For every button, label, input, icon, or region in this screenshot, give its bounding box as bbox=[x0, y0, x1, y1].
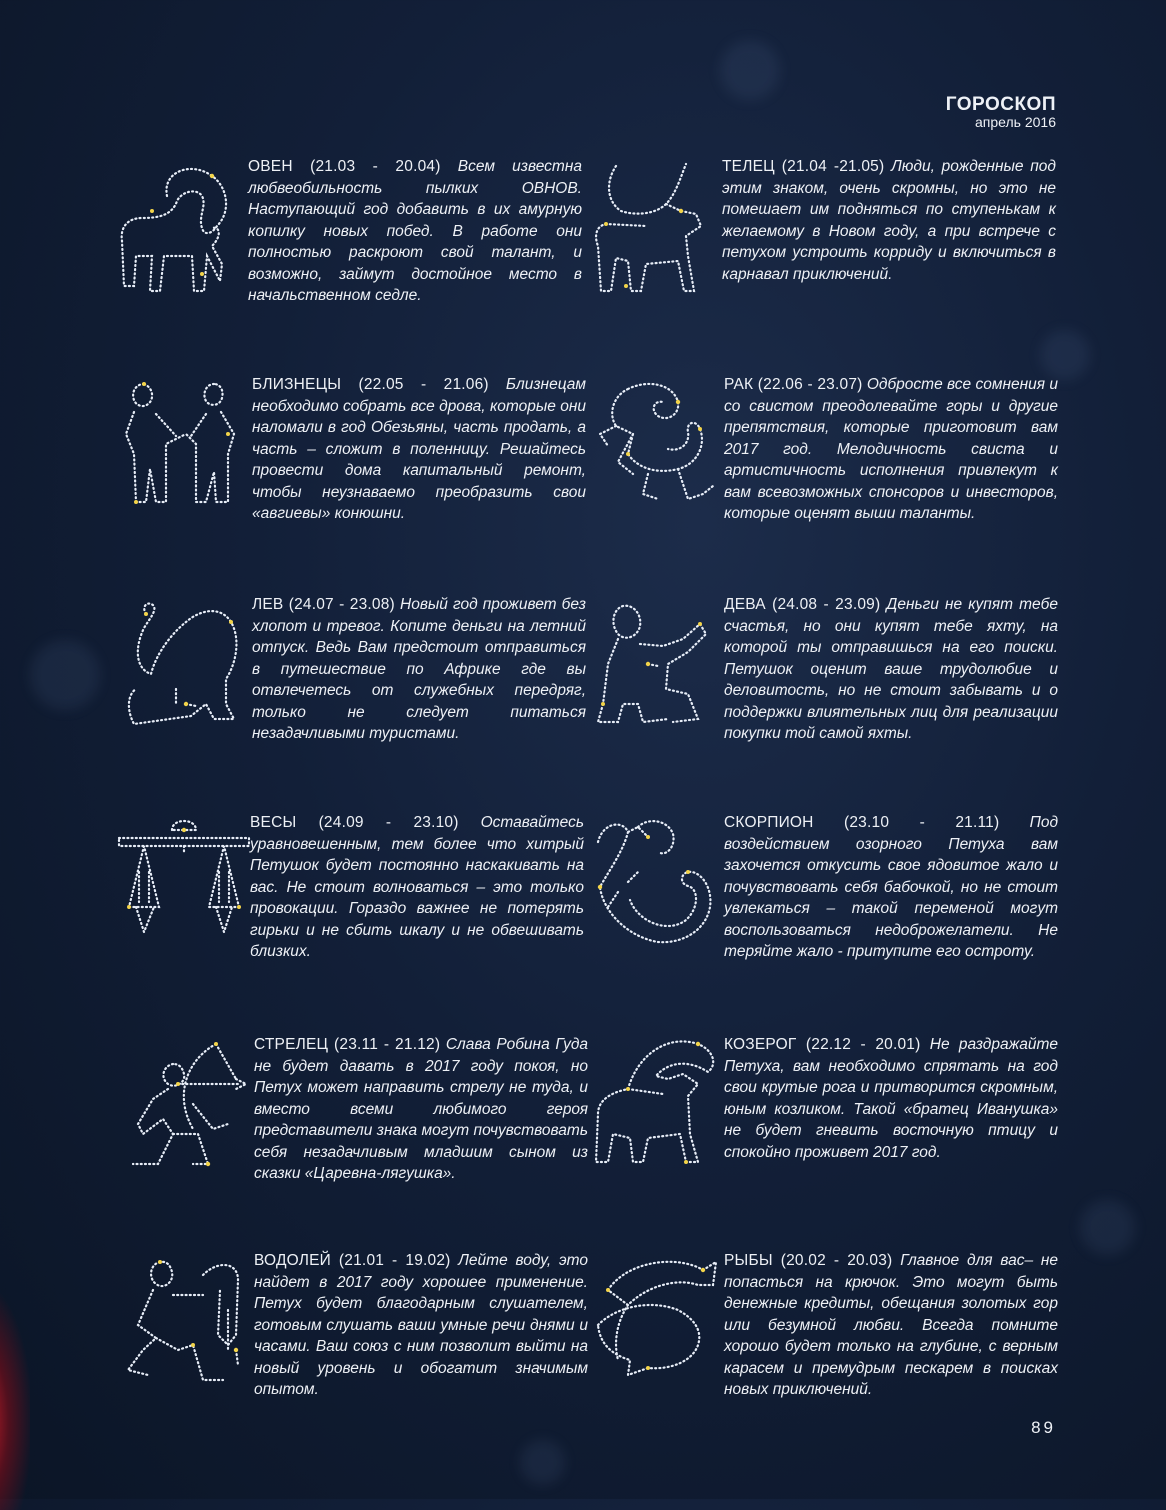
sign-forecast: Не раздражайте Петуха, вам необходимо спрятать на год свои крутые рога и притворится скромным, юным козликом. Такой «братец Иванушка» не будет гневить восточную птицу и спокойно проживет 2017 год. bbox=[724, 1036, 1059, 1161]
aries-constellation-icon bbox=[112, 156, 252, 306]
capricorn-constellation-icon bbox=[588, 1034, 728, 1184]
horoscope-entry-pisces bbox=[588, 1250, 1058, 1420]
issue-date: апрель 2016 bbox=[975, 114, 1056, 130]
bokeh-light bbox=[1040, 330, 1090, 380]
sign-forecast: Люди, рожденные под этим знаком, очень скромны, но это не помешает им подняться по ступенькам к желаемому в Новом году, а при встрече с петухом устроить корриду и включиться в карнавал приключений. bbox=[722, 158, 1056, 283]
sign-name: КОЗЕРОГ (22.12 - 20.01) bbox=[724, 1036, 921, 1053]
sign-text bbox=[254, 1250, 588, 1401]
sign-forecast: Слава Робина Гуда не будет давать в 2017 году покоя, но Петух может направить стрелу не туда, и вместо всеми любимого героя представители знака могут почувствовать себя незадачливым младшим сыном из сказки «Царевна-лягушка». bbox=[254, 1036, 589, 1182]
horoscope-entry-aries bbox=[112, 156, 582, 326]
sign-name: БЛИЗНЕЦЫ (22.05 - 21.06) bbox=[252, 376, 489, 393]
sign-text bbox=[252, 594, 586, 745]
leo-constellation-icon bbox=[116, 594, 256, 744]
horoscope-entry-sagittarius bbox=[118, 1034, 588, 1204]
libra-constellation-icon bbox=[114, 812, 254, 962]
sign-text bbox=[724, 812, 1058, 963]
sign-name: СТРЕЛЕЦ (23.11 - 21.12) bbox=[254, 1036, 441, 1053]
sign-forecast: Оставайтесь уравновешенным, тем более что хитрый Петушок будет постоянно наскакивать на вас. Не стоит волноваться – это только провокации. Гораздо важнее не потерять гирьки и не сбить шкалу и не обвешивать близких. bbox=[250, 814, 584, 960]
page-header bbox=[946, 94, 1056, 130]
sign-text bbox=[254, 1034, 588, 1185]
sign-forecast: Лейте воду, это найдет в 2017 году хорошее применение. Петух будет благодарным слушателем, готовым слушать ваши умные речи днями и часами. Ваш союз с ним позволит выйти на новый уровень и обогатит значимым опытом. bbox=[254, 1252, 588, 1398]
sign-text bbox=[252, 374, 586, 525]
sign-name: СКОРПИОН (23.10 - 21.11) bbox=[724, 814, 1000, 831]
taurus-constellation-icon bbox=[586, 156, 726, 306]
sign-text bbox=[250, 812, 584, 963]
sign-forecast: Одбросте все сомнения и со свистом преодолевайте горы и другие препятствия, которые приготовит вам 2017 год. Мелодичность свиста и артистичность исполнения привлекут к вам всевозможных спонсоров и инвесторов, которые оценят выши таланты. bbox=[724, 376, 1058, 522]
bokeh-light bbox=[520, 1440, 565, 1485]
pisces-constellation-icon bbox=[588, 1250, 728, 1400]
horoscope-entry-scorpio bbox=[588, 812, 1058, 982]
horoscope-entry-leo bbox=[116, 594, 586, 764]
sign-forecast: Близнецам необходимо собрать все дрова, которые они наломали в год Обезьяны, часть продать, а часть – сложит в поленницу. Решайтесь провести дома капитальный ремонт, чтобы неузнаваемо преобразить свои «авгиевы» конюшни. bbox=[252, 376, 586, 522]
horoscope-entry-virgo bbox=[588, 594, 1058, 764]
bokeh-light bbox=[30, 640, 100, 710]
sign-name: ВЕСЫ (24.09 - 23.10) bbox=[250, 814, 459, 831]
gemini-constellation-icon bbox=[116, 374, 256, 524]
horoscope-entry-taurus bbox=[586, 156, 1056, 326]
virgo-constellation-icon bbox=[588, 594, 728, 744]
sign-forecast: Под воздействием озорного Петуха вам захочется откусить свое ядовитое жало и почувствовать себя бабочкой, но не стоит увлекаться – такой переменой могут воспользоваться недоброжелатели. Не теряйте жало - притупите его остроту. bbox=[724, 814, 1059, 960]
aquarius-constellation-icon bbox=[118, 1250, 258, 1400]
section-title: ГОРОСКОП bbox=[945, 94, 1056, 115]
bokeh-light bbox=[720, 40, 780, 100]
horoscope-entry-cancer bbox=[588, 374, 1058, 544]
sign-name: РЫБЫ (20.02 - 20.03) bbox=[724, 1252, 893, 1269]
horoscope-entry-libra bbox=[114, 812, 584, 982]
page-number: 89 bbox=[1031, 1418, 1056, 1437]
sagittarius-constellation-icon bbox=[118, 1034, 258, 1184]
sign-name: ДЕВА (24.08 - 23.09) bbox=[724, 596, 881, 613]
sign-forecast: Деньги не купят тебе счастья, но они купят тебе яхту, на которой ты отправишься на его поиски. Петушок оценит ваше трудолюбие и деловитость, но не стоит забывать и о поддержки влиятельных лиц для реализации покупки той самой яхты. bbox=[724, 596, 1058, 742]
horoscope-entry-aquarius bbox=[118, 1250, 588, 1420]
sign-text bbox=[724, 374, 1058, 525]
sign-text bbox=[248, 156, 582, 307]
sign-name: ТЕЛЕЦ (21.04 -21.05) bbox=[722, 158, 885, 175]
sign-text bbox=[724, 594, 1058, 745]
horoscope-entry-capricorn bbox=[588, 1034, 1058, 1204]
scorpio-constellation-icon bbox=[588, 812, 728, 962]
sign-name: ЛЕВ (24.07 - 23.08) bbox=[252, 596, 395, 613]
sign-forecast: Новый год проживет без хлопот и тревог. Копите деньги на летний отпуск. Ведь Вам предстоит отправиться в путешествие по Африке где вы отвлечетесь от служебных передряг, только не следует питаться незадачливыми туристами. bbox=[252, 596, 586, 742]
sign-name: ВОДОЛЕЙ (21.01 - 19.02) bbox=[254, 1252, 451, 1269]
sign-text bbox=[724, 1034, 1058, 1163]
sign-text bbox=[724, 1250, 1058, 1401]
cancer-constellation-icon bbox=[588, 374, 728, 524]
sign-forecast: Всем известна любвеобильность пылких ОВНОВ. Наступающий год добавить в их амурную копилку новых побед. В работе они полностью раскроют свой талант, и возможно, займут достойное место в начальственном седле. bbox=[248, 158, 582, 304]
bokeh-light bbox=[1080, 1200, 1135, 1255]
sign-text bbox=[722, 156, 1056, 285]
sign-forecast: Главное для вас– не попасться на крючок. Это могут быть денежные кредиты, обещания золотых гор или безумной любви. Всегда помните хорошо будет только на глубине, с верным карасем и премудрым пескарем в поисках новых приключений. bbox=[724, 1252, 1059, 1398]
red-glow-decoration bbox=[0, 1290, 30, 1510]
sign-name: РАК (22.06 - 23.07) bbox=[724, 376, 863, 393]
sign-name: ОВЕН (21.03 - 20.04) bbox=[248, 158, 441, 175]
horoscope-entry-gemini bbox=[116, 374, 586, 544]
